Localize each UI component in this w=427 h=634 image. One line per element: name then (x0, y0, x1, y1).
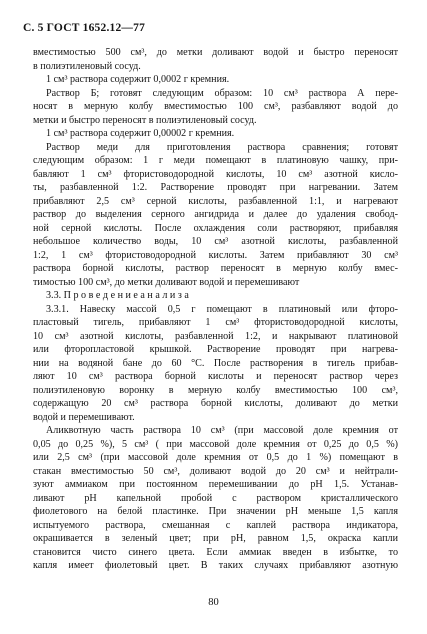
text-line: в полиэтиленовый сосуд. (33, 60, 141, 72)
text-line: 10 см³ азотной кислоты, разбавленной 1:2, и накрывают платиновой (33, 330, 398, 342)
text-line: раствор до выделения серного ангидрида и далее до удаления свобод- (33, 209, 398, 220)
text-line: 3.3.1. Навеску массой 0,5 г помещают в платиновый или фторо- (46, 303, 398, 315)
text-line: стакан вместимостью 50 см³, доливают водой до 20 см³ и нейтрали- (33, 465, 398, 477)
text-line: следующим образом: 1 г меди помещают в платиновую чашку, при- (33, 155, 398, 166)
text-line: полиэтиленовую воронку в мерную колбу вместимостью 100 см³, (33, 384, 398, 396)
body-text (33, 46, 398, 573)
text-line: 3.3. П р о в е д е н и е а н а л и з а (46, 290, 189, 301)
text-line: ной серной кислоты. После охлаждения соли растворяют, прибавляя (33, 222, 398, 234)
text-line: пластовый тигель, прибавляют 1 см³ фтористоводородной кислоты, (33, 317, 398, 328)
text-line: прибавляют 2,5 см³ серной кислоты, разбавленной 1:1, и нагревают (33, 195, 398, 207)
text-line: ливают рН капельной пробой с раствором кристаллического (33, 492, 398, 504)
text-line: раствора борной кислоты, раствор переносят в мерную колбу вмес- (33, 263, 398, 274)
text-line: капля имеет фиолетовый цвет. В таких случаях прибавляют азотную (33, 560, 398, 571)
text-line: становится чисто синего цвета. Если аммиак введен в избытке, то (33, 546, 398, 558)
text-line: или фторопластовой крышкой. Растворение проводят при нагрева- (33, 344, 398, 355)
text-line: ты, разбавленной 1:2. Растворение проводят при нагревании. Затем (33, 182, 398, 193)
page-header: С. 5 ГОСТ 1652.12—77 (23, 22, 146, 34)
text-line: фиолетового на белой пластинке. При значении рН меньше 1,5 капля (33, 506, 398, 517)
text-line: 1 см³ раствора содержит 0,0002 г кремния. (46, 74, 230, 85)
text-line: содержащую 20 см³ раствора борной кислоты, доливают до метки (33, 398, 398, 409)
text-line: носят в мерную колбу вместимостью 100 см³, разбавляют водой до (33, 101, 398, 112)
text-line: нии на водяной бане до 60 °С. После растворения в тигель прибав- (33, 357, 398, 369)
text-line: Раствор Б; готовят следующим образом: 10 см³ раствора А пере- (46, 87, 398, 99)
text-line: вместимостью 500 см³, до метки доливают водой и быстро переносят (33, 47, 398, 58)
text-line: тимостью 100 см³, до метки доливают водой и перемешивают (33, 276, 300, 288)
text-line: испытуемого раствора, смешанная с каплей раствора индикатора, (33, 519, 398, 531)
text-line: ляют 10 см³ раствора борной кислоты и переносят раствор через (33, 371, 398, 382)
text-line: окрашивается в зеленый цвет; при рН, равном 1,5, окраска капли (33, 533, 398, 544)
text-line: зуют аммиаком при постоянном перемешивании до рН 1,5. Устанав- (33, 479, 398, 490)
text-line: 1:2, 1 см³ фтористоводородной кислоты. Затем прибавляют 30 см³ (33, 249, 398, 261)
text-line: 0,05 до 0,25 %), 5 см³ ( при массовой доле кремния от 0,25 до 0,5 %) (33, 438, 398, 450)
text-line: метки и быстро переносят в полиэтиленовый сосуд. (33, 114, 257, 126)
text-line: Раствор меди для приготовления раствора сравнения; готовят (46, 141, 398, 153)
text-line: 1 см³ раствора содержит 0,00002 г кремния. (46, 128, 235, 139)
text-line: бавляют 1 см³ фтористоводородной кислоты, 10 см³ азотной кисло- (33, 168, 398, 180)
page-number: 80 (208, 597, 219, 608)
text-line: небольшое количество воды, 10 см³ азотной кислоты, разбавленной (33, 236, 398, 247)
text-line: Аликвотную часть раствора 10 см³ (при массовой доле кремния от (46, 425, 398, 436)
text-line: водой и перемешивают. (33, 411, 135, 423)
text-line: или 2,5 см³ (при массовой доле кремния от 0,5 до 1 %) помещают в (33, 452, 398, 463)
